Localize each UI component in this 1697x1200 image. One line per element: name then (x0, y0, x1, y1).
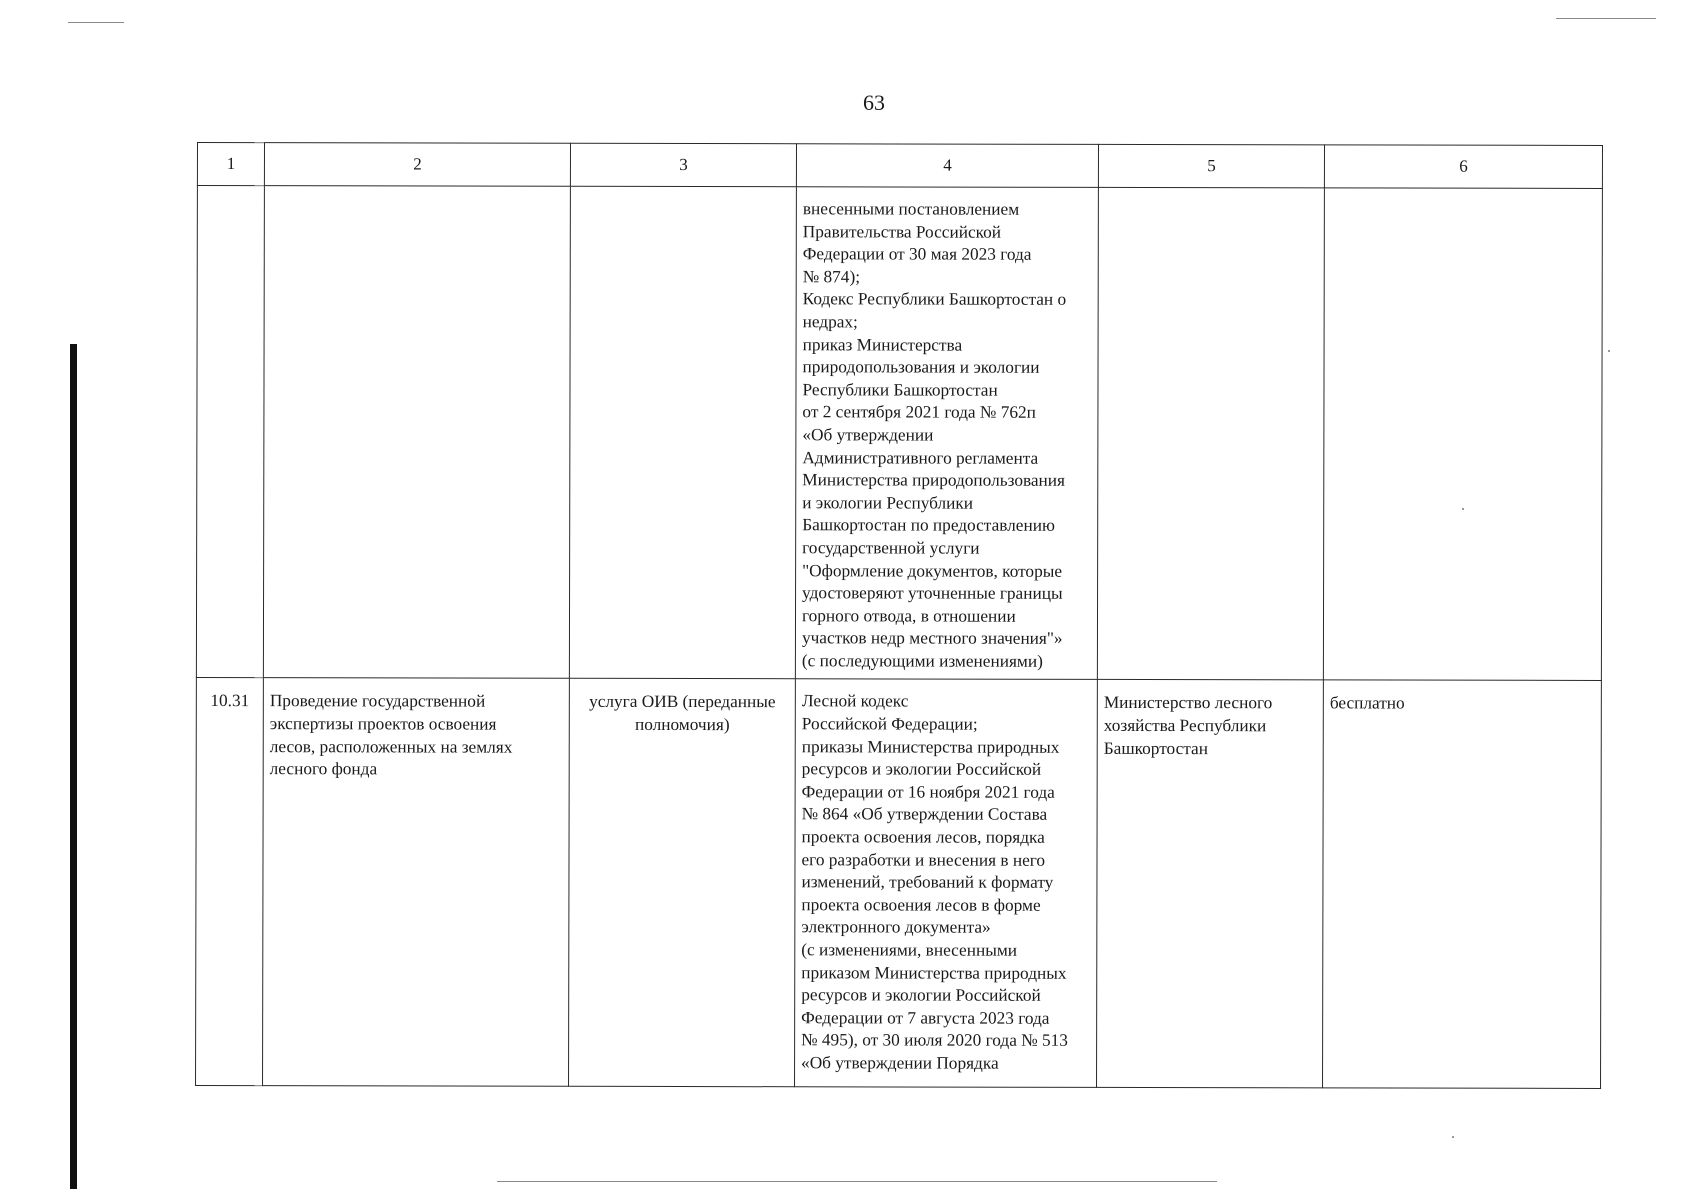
scan-edge-mark-top-right (1556, 18, 1656, 19)
scan-speck (1452, 1136, 1454, 1138)
service-type-cell (569, 186, 796, 679)
authority-cell (1097, 680, 1324, 1088)
services-table (195, 142, 1603, 1089)
fee-text (1325, 188, 1602, 207)
table-row (196, 186, 1602, 681)
scan-speck (1608, 350, 1610, 352)
scan-edge-mark-top-left (68, 22, 124, 23)
column-number-3: 3 (570, 143, 796, 186)
page-number: 63 (863, 90, 885, 115)
scan-edge-bar-left (70, 344, 77, 1189)
column-number-1: 1 (197, 143, 264, 186)
row-number: 10.31 (210, 691, 250, 711)
row-number-cell (196, 186, 264, 679)
legal-basis-text: внесенными постановлением Правительства Российской Федерации от 30 мая 2023 года № 874); Кодекс Республики Башкортостан о недрах; приказ Министерства природопользования и экологии Республики Башкортостан от 2 сентября 2021 года № 762п «Об утверждении Административного регламента Министерства природопользования и экологии Республики Башкортостан по предоставлению государственной услуги "Оформление документов, которые удостоверяют уточненные границы горного отвода, в отношении участков недр местного значения"» (с последующими изменениями) (801, 199, 1067, 671)
authority-name: Министерство лесного хозяйства Республики Башкортостан (1103, 693, 1273, 758)
table-row (196, 678, 1602, 1089)
legal-basis-text: Лесной кодекс Российской Федерации; приказы Министерства природных ресурсов и экологии Российской Федерации от 16 ноября 2021 года № 864 «Об утверждении Состава проекта освоения лесов, порядка его разработки и внесения в него изменений, требований к формату проекта освоения лесов в форме электронного документа» (с изменениями, внесенными приказом Министерства природных ресурсов и экологии Российской Федерации от 7 августа 2023 года № 495), от 30 июля 2020 года № 513 «Об утверждении Порядка (801, 691, 1068, 1073)
fee-cell (1323, 680, 1602, 1089)
legal-basis-cell (795, 187, 1098, 680)
service-type (571, 187, 796, 205)
column-number-5: 5 (1098, 144, 1324, 187)
authority-cell (1097, 187, 1324, 680)
table-header-row (197, 143, 1602, 189)
fee-text: бесплатно (1329, 693, 1405, 713)
scan-edge-mark-bottom (497, 1181, 1217, 1182)
row-number-cell (196, 678, 264, 1086)
service-name: Проведение государственной экспертизы проектов освоения лесов, расположенных на землях лесного фонда (269, 691, 513, 779)
service-name-cell (263, 678, 570, 1087)
column-number-4: 4 (796, 144, 1098, 188)
column-number-6: 6 (1324, 145, 1602, 189)
service-type-cell (569, 679, 796, 1087)
fee-cell (1323, 188, 1602, 681)
service-name (265, 186, 570, 205)
service-type: услуга ОИВ (переданные полномочия) (589, 692, 776, 735)
column-number-2: 2 (264, 143, 570, 187)
authority-name (1099, 188, 1324, 206)
service-name-cell (263, 186, 570, 679)
legal-basis-cell (795, 679, 1098, 1088)
row-number (198, 186, 264, 204)
